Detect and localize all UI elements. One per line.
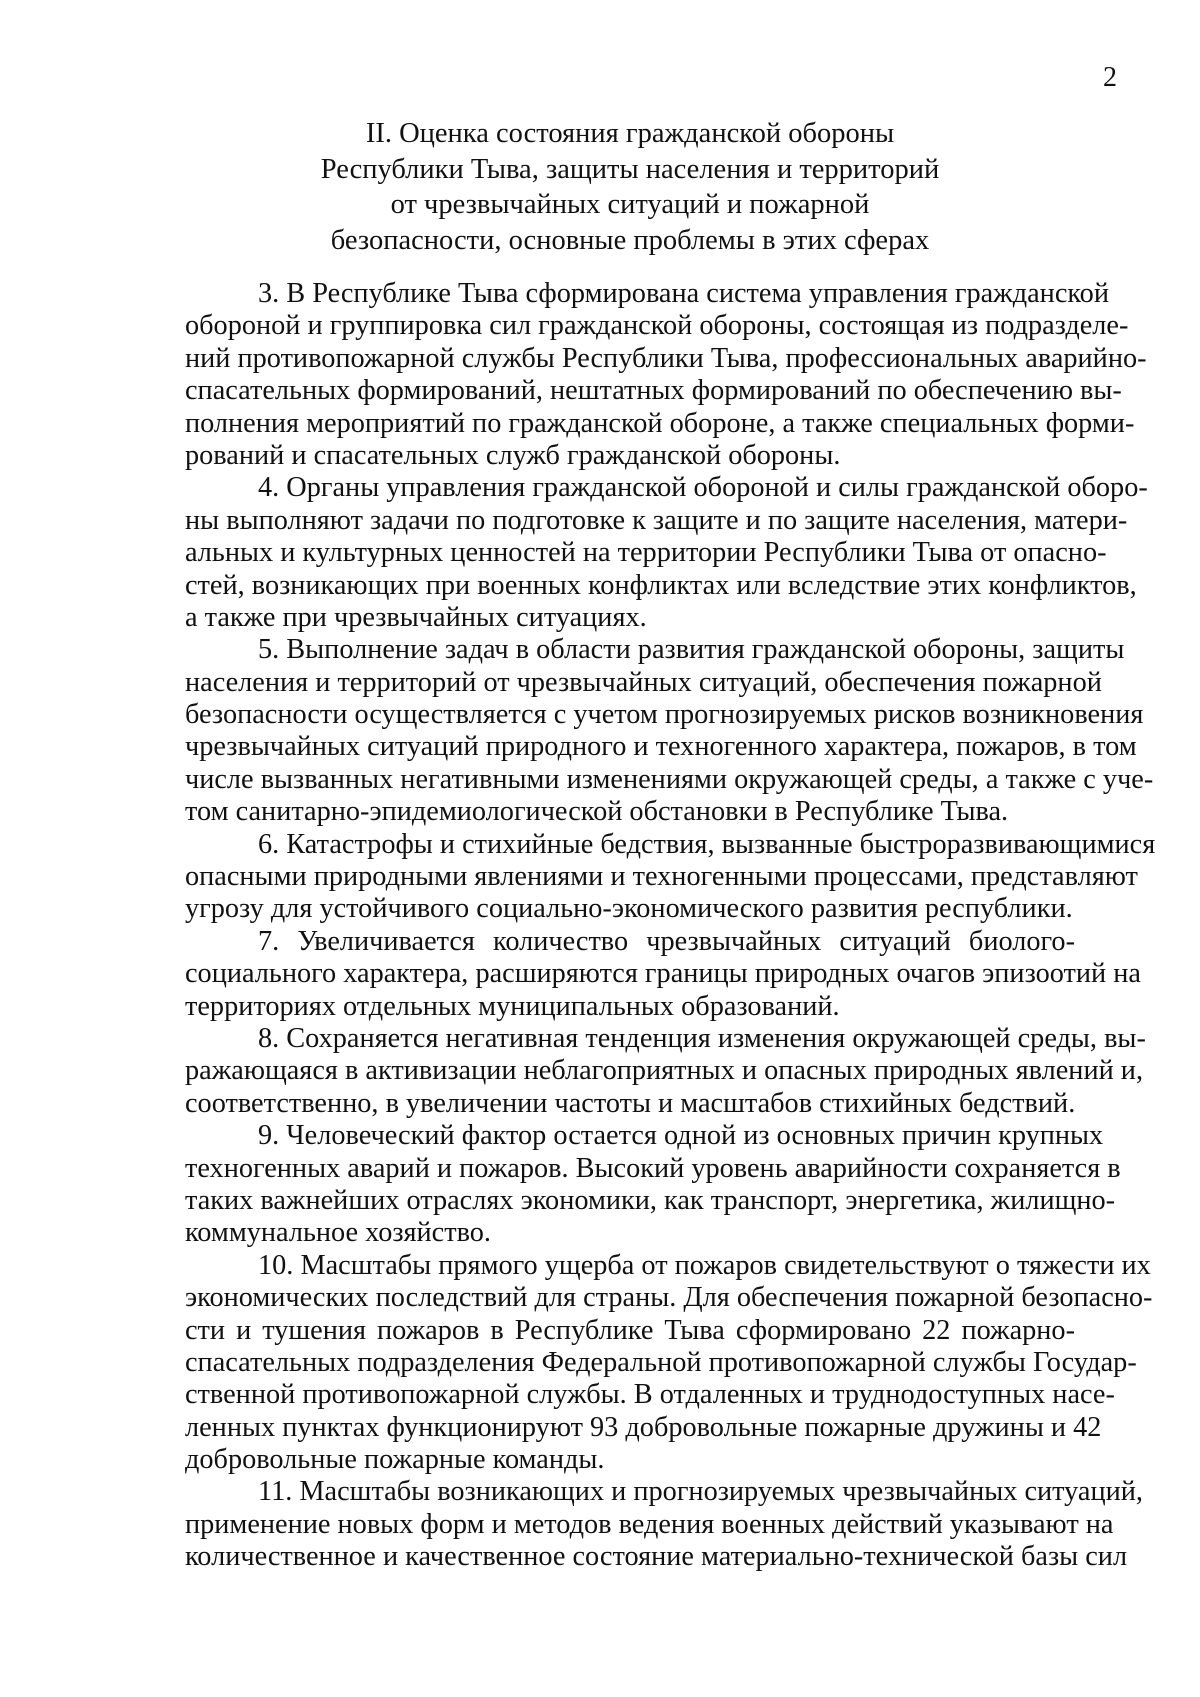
paragraph-line: рований и спасательных служб гражданской обороны. xyxy=(185,439,841,471)
paragraph-line: том санитарно-эпидемиологической обстановки в Республике Тыва. xyxy=(185,796,1009,828)
paragraph xyxy=(185,1249,1153,1477)
paragraph xyxy=(185,1120,1121,1250)
paragraph-line: территориях отдельных муниципальных образований. xyxy=(185,990,840,1022)
paragraph-line: коммунальное хозяйство. xyxy=(185,1217,492,1249)
paragraph-line: соответственно, в увеличении частоты и масштабов стихийных бедствий. xyxy=(185,1087,1076,1119)
paragraph-line: угрозу для устойчивого социально-экономического развития республики. xyxy=(185,893,1073,925)
paragraph-line: 9. Человеческий фактор остается одной из основных причин крупных xyxy=(258,1120,1104,1152)
paragraph-line: чрезвычайных ситуаций природного и техногенного характера, пожаров, в том xyxy=(185,731,1137,763)
paragraph-line: безопасности осуществляется с учетом прогнозируемых рисков возникновения xyxy=(185,699,1144,731)
heading-line: Республики Тыва, защиты населения и территорий xyxy=(320,153,940,185)
paragraph xyxy=(185,634,1154,828)
paragraph-line: опасными природными явлениями и техногенными процессами, представляют xyxy=(185,861,1138,893)
paragraph-line: сти и тушения пожаров в Республике Тыва сформировано 22 пожарно- xyxy=(185,1314,1075,1346)
paragraph-line: ственной противопожарной службы. В отдаленных и труднодоступных насе- xyxy=(185,1379,1115,1411)
paragraph-line: а также при чрезвычайных ситуациях. xyxy=(185,601,647,633)
paragraph-line: 5. Выполнение задач в области развития гражданской обороны, защиты xyxy=(258,634,1125,666)
paragraph-line: 6. Катастрофы и стихийные бедствия, вызванные быстроразвивающимися xyxy=(258,828,1156,860)
heading-line: от чрезвычайных ситуаций и пожарной xyxy=(390,189,870,220)
paragraph-line: ленных пунктах функционируют 93 добровольные пожарные дружины и 42 xyxy=(185,1411,1102,1443)
page-number: 2 xyxy=(1103,62,1117,93)
heading-line: II. Оценка состояния гражданской обороны xyxy=(365,118,895,149)
paragraph-line: 10. Масштабы прямого ущерба от пожаров свидетельствуют о тяжести их xyxy=(258,1249,1151,1281)
paragraph-line: ны выполняют задачи по подготовке к защите и по защите населения, матери- xyxy=(185,504,1128,536)
section-heading xyxy=(180,116,1080,258)
paragraph-line: спасательных формирований, нештатных формирований по обеспечению вы- xyxy=(185,375,1122,407)
paragraph xyxy=(185,278,1147,472)
paragraph-line: спасательных подразделения Федеральной противопожарной службы Государ- xyxy=(185,1346,1137,1378)
paragraph xyxy=(185,472,1148,634)
paragraph-line: обороной и группировка сил гражданской обороны, состоящая из подразделе- xyxy=(185,310,1129,342)
paragraph-line: техногенных аварий и пожаров. Высокий уровень аварийности сохраняется в xyxy=(185,1152,1121,1184)
paragraph xyxy=(185,1022,1146,1120)
paragraph xyxy=(185,925,1141,1023)
paragraph-line: альных и культурных ценностей на территории Республики Тыва от опасно- xyxy=(185,537,1107,569)
paragraph-line: количественное и качественное состояние материально-технической базы сил xyxy=(185,1541,1128,1573)
paragraph-line: числе вызванных негативными изменениями окружающей среды, а также с уче- xyxy=(185,763,1154,795)
paragraph-line: социального характера, расширяются границы природных очагов эпизоотий на xyxy=(185,958,1141,990)
paragraph xyxy=(185,1476,1143,1573)
paragraph-line: экономических последствий для страны. Для обеспечения пожарной безопасно- xyxy=(185,1282,1153,1314)
paragraph xyxy=(185,828,1156,926)
paragraph-line: 3. В Республике Тыва сформирована система управления гражданской xyxy=(258,278,1109,309)
heading-line: безопасности, основные проблемы в этих сферах xyxy=(330,224,930,256)
paragraph-line: населения и территорий от чрезвычайных ситуаций, обеспечения пожарной xyxy=(185,666,1102,698)
paragraph-line: добровольные пожарные команды. xyxy=(185,1444,605,1476)
paragraph-line: 4. Органы управления гражданской обороной и силы гражданской оборо- xyxy=(258,472,1148,504)
paragraph-line: ражающаяся в активизации неблагоприятных и опасных природных явлений и, xyxy=(185,1055,1144,1087)
body-text xyxy=(185,278,1156,1574)
paragraph-line: таких важнейших отраслях экономики, как транспорт, энергетика, жилищно- xyxy=(185,1184,1116,1216)
paragraph-line: ний противопожарной службы Республики Тыва, профессиональных аварийно- xyxy=(185,342,1147,374)
paragraph-line: 11. Масштабы возникающих и прогнозируемых чрезвычайных ситуаций, xyxy=(258,1476,1143,1508)
paragraph-line: применение новых форм и методов ведения военных действий указывают на xyxy=(185,1508,1114,1540)
paragraph-line: 7. Увеличивается количество чрезвычайных ситуаций биолого- xyxy=(258,925,1075,957)
paragraph-line: полнения мероприятий по гражданской обороне, а также специальных форми- xyxy=(185,407,1135,439)
paragraph-line: 8. Сохраняется негативная тенденция изменения окружающей среды, вы- xyxy=(258,1022,1146,1054)
paragraph-line: стей, возникающих при военных конфликтах или вследствие этих конфликтов, xyxy=(185,569,1137,601)
